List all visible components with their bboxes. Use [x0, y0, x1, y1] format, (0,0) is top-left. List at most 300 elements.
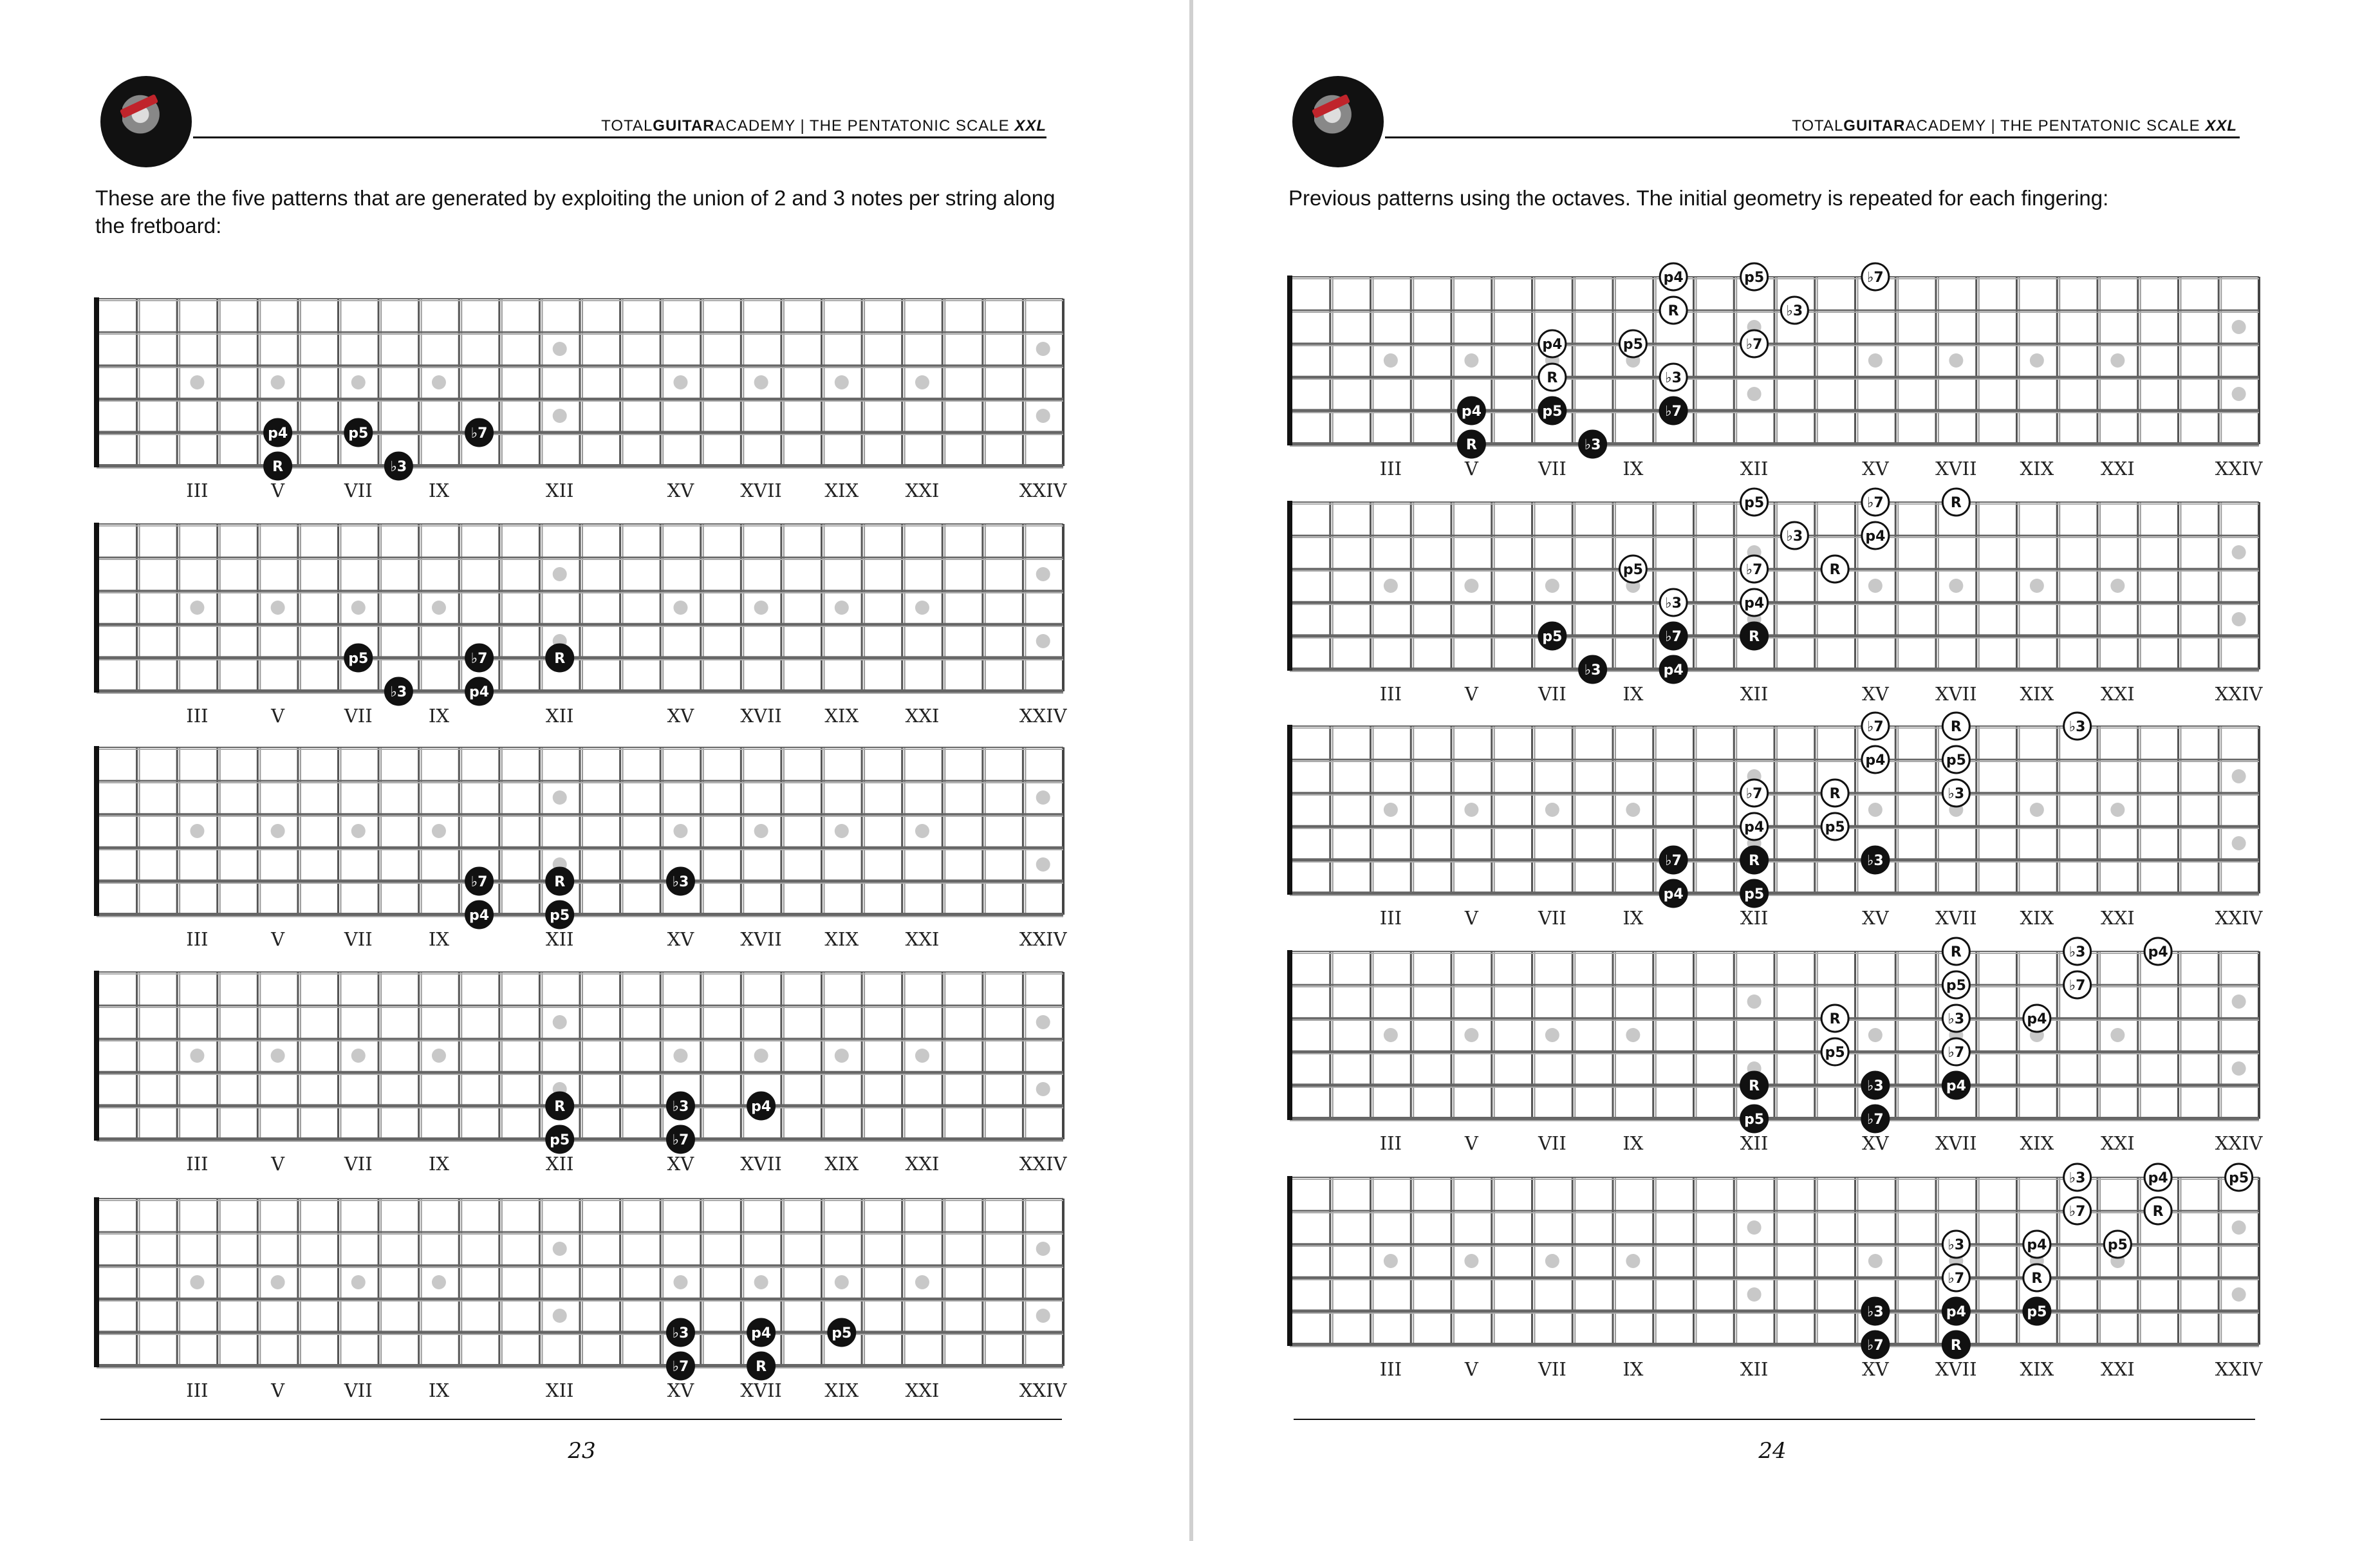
note-marker [2144, 1164, 2171, 1191]
note-label: p4 [1461, 404, 1482, 420]
fret-label: XII [545, 1379, 574, 1401]
note-marker [1942, 1038, 1969, 1065]
note-marker [1821, 813, 1848, 840]
fret-label: III [186, 705, 209, 727]
fret-label: III [186, 1379, 209, 1401]
fret-label: III [186, 480, 209, 501]
header-separator: | [800, 117, 805, 135]
note-label: ♭7 [1665, 404, 1682, 420]
fret-marker-dot [2110, 803, 2124, 817]
fret-label: XIX [824, 1153, 859, 1175]
note-label: p5 [1622, 337, 1643, 353]
note-marker [466, 644, 493, 671]
brand-total: TOTAL [601, 117, 653, 135]
fret-label: V [1464, 907, 1478, 929]
fretboard-grid [94, 1197, 1063, 1368]
nut [1287, 1176, 1292, 1346]
fret-label: V [271, 1379, 285, 1401]
note-label: p4 [1663, 662, 1684, 678]
fret-label: V [271, 480, 285, 501]
fret-label: III [186, 928, 209, 950]
fret-marker-dot [553, 1015, 567, 1029]
fret-marker-dot [1464, 1254, 1478, 1268]
note-marker [1942, 971, 1969, 998]
fret-marker-dot [1384, 353, 1398, 368]
note-marker [667, 1352, 694, 1379]
fret-label: XXIV [2215, 1358, 2263, 1380]
note-label: p4 [469, 908, 490, 924]
note-label: p5 [2229, 1170, 2249, 1186]
note-label: ♭7 [2069, 978, 2086, 994]
note-label: ♭7 [1665, 629, 1682, 645]
brand-total: TOTAL [1792, 117, 1844, 135]
note-marker [1660, 397, 1687, 424]
note-marker [546, 1092, 573, 1119]
note-label: ♭7 [1867, 1338, 1884, 1354]
fretboard-diagram-3 [94, 745, 1066, 951]
note-label: R [272, 459, 284, 475]
fret-label: XV [1862, 683, 1889, 705]
fret-marker-dot [351, 824, 366, 838]
fretboard-diagram-2 [94, 521, 1066, 727]
brand-guitar: GUITAR [653, 117, 715, 135]
fret-marker-dot [1036, 409, 1050, 423]
note-marker [1741, 846, 1768, 873]
note-marker [1862, 1105, 1889, 1132]
fret-label: XXI [2101, 1132, 2135, 1154]
fret-label: VII [1538, 907, 1567, 929]
note-marker [1741, 263, 1768, 290]
fret-marker-dot [432, 824, 446, 838]
fret-label: VII [1538, 1358, 1567, 1380]
note-label: p4 [2027, 1237, 2047, 1253]
note-label: p5 [832, 1325, 852, 1341]
header-rule [1385, 136, 2240, 138]
fret-marker-dot [2232, 1220, 2246, 1235]
fret-marker-dot [754, 1049, 768, 1063]
fret-marker-dot [835, 1049, 849, 1063]
fretboard-diagram-4 [94, 969, 1066, 1175]
note-label: p5 [348, 425, 369, 442]
fret-label: XXIV [1019, 705, 1067, 727]
fret-marker-dot [1868, 353, 1883, 368]
fret-marker-dot [1949, 579, 1963, 593]
note-marker [1942, 1231, 1969, 1258]
nut [94, 297, 99, 467]
note-marker [1458, 397, 1485, 424]
note-label: p4 [1865, 528, 1886, 545]
note-label: R [1829, 786, 1841, 802]
note-marker [1862, 713, 1889, 740]
fretboard-diagram-1 [94, 296, 1066, 502]
note-label: p4 [1744, 819, 1765, 836]
fret-marker-dot [2232, 1061, 2246, 1076]
fret-label: IX [428, 705, 450, 727]
note-label: p5 [2107, 1237, 2128, 1253]
note-label: p4 [2148, 944, 2168, 960]
fret-label: III [1379, 907, 1402, 929]
note-marker [546, 1126, 573, 1153]
note-marker [1942, 1264, 1969, 1291]
note-label: ♭7 [470, 425, 488, 442]
fret-marker-dot [432, 601, 446, 615]
note-label: ♭7 [1745, 562, 1763, 578]
fret-label: IX [428, 1153, 450, 1175]
fret-label: XII [545, 1153, 574, 1175]
fret-marker-dot [2110, 579, 2124, 593]
note-marker [1741, 1072, 1768, 1099]
note-marker [1942, 1005, 1969, 1032]
fret-label: XXI [905, 928, 940, 950]
note-label: p5 [1946, 752, 1966, 769]
intro-text: Previous patterns using the octaves. The initial geometry is repeated for each fingering: [1288, 186, 2109, 210]
note-marker [667, 1319, 694, 1346]
page-24 [1193, 0, 2380, 1541]
fret-label: IX [1622, 458, 1644, 480]
fret-label: XII [545, 705, 574, 727]
fret-marker-dot [915, 601, 929, 615]
note-label: p4 [2148, 1170, 2168, 1186]
fret-marker-dot [1464, 803, 1478, 817]
fret-label: VII [1538, 458, 1567, 480]
fretboard-grid [1287, 1176, 2259, 1347]
fret-label: XV [667, 1379, 694, 1401]
fret-marker-dot [1868, 1028, 1883, 1042]
header-title-mark: XXL [2205, 117, 2237, 135]
note-marker [1862, 522, 1889, 549]
fret-marker-dot [351, 601, 366, 615]
note-marker [748, 1092, 775, 1119]
fret-label: XXIV [2215, 458, 2263, 480]
header-rule [193, 136, 1046, 138]
note-marker [1781, 297, 1808, 324]
fret-marker-dot [1384, 579, 1398, 593]
fret-label: XXI [905, 1379, 940, 1401]
note-label: ♭7 [1867, 495, 1884, 511]
note-marker [1741, 330, 1768, 357]
note-label: p5 [550, 908, 570, 924]
fret-label: XVII [1935, 1358, 1977, 1380]
note-marker [2064, 971, 2091, 998]
fret-marker-dot [553, 409, 567, 423]
note-label: p5 [348, 651, 369, 667]
header-separator: | [1991, 117, 1996, 135]
note-label: ♭7 [470, 874, 488, 890]
note-marker [2104, 1231, 2131, 1258]
note-label: ♭3 [2069, 1170, 2086, 1186]
fretboard-grid [94, 297, 1063, 468]
note-marker [1741, 880, 1768, 907]
fret-marker-dot [1464, 579, 1478, 593]
note-label: R [1950, 1338, 1962, 1354]
note-marker [1741, 813, 1768, 840]
note-marker [466, 901, 493, 928]
fret-label: VII [1538, 1132, 1567, 1154]
fret-marker-dot [673, 824, 687, 838]
fret-marker-dot [1545, 803, 1559, 817]
fret-label: XXI [2101, 683, 2135, 705]
fret-label: IX [1622, 1132, 1644, 1154]
note-marker [2064, 1164, 2091, 1191]
note-marker [1579, 656, 1606, 683]
fretboard-grid [1287, 950, 2259, 1121]
note-marker [265, 453, 292, 480]
note-label: ♭3 [1584, 662, 1601, 678]
note-marker [546, 901, 573, 928]
fret-marker-dot [835, 375, 849, 389]
fret-label: V [1464, 1358, 1478, 1380]
note-marker [748, 1352, 775, 1379]
fret-marker-dot [271, 1049, 285, 1063]
fret-marker-dot [673, 601, 687, 615]
note-label: R [2031, 1271, 2043, 1287]
fret-marker-dot [1036, 342, 1050, 356]
fretboard-octave-diagram-1 [1287, 257, 2263, 480]
note-marker [546, 644, 573, 671]
note-label: p5 [1744, 1112, 1765, 1128]
note-label: p4 [268, 425, 288, 442]
fret-label: XII [1740, 1358, 1769, 1380]
note-marker [1539, 330, 1566, 357]
note-label: R [1950, 944, 1962, 960]
fret-label: XXIV [2215, 907, 2263, 929]
fret-marker-dot [1036, 567, 1050, 581]
fret-marker-dot [835, 1275, 849, 1289]
fret-label: XXIV [1019, 480, 1067, 501]
fret-marker-dot [553, 790, 567, 805]
fretboard-octave-diagram-5 [1287, 1158, 2263, 1380]
fret-label: XVII [740, 1379, 782, 1401]
fret-marker-dot [754, 1275, 768, 1289]
note-marker [546, 868, 573, 895]
fret-marker-dot [271, 375, 285, 389]
fret-marker-dot [1545, 1254, 1559, 1268]
fret-label: III [1379, 458, 1402, 480]
fret-marker-dot [2232, 769, 2246, 783]
note-marker [2023, 1005, 2050, 1032]
note-label: p5 [1622, 562, 1643, 578]
note-marker [1821, 1038, 1848, 1065]
note-marker [1741, 556, 1768, 583]
fret-label: XVII [740, 480, 782, 501]
header-title: THE PENTATONIC SCALE [809, 117, 1010, 135]
fret-label: XV [667, 928, 694, 950]
fret-label: VII [344, 928, 373, 950]
note-marker [2064, 1197, 2091, 1224]
nut [1287, 501, 1292, 671]
fret-marker-dot [271, 824, 285, 838]
fret-marker-dot [1036, 1242, 1050, 1256]
note-label: R [756, 1359, 767, 1375]
note-label: ♭7 [1665, 853, 1682, 869]
note-label: ♭3 [1665, 595, 1682, 612]
fret-label: III [1379, 1358, 1402, 1380]
note-label: R [1749, 629, 1760, 645]
note-marker [1942, 713, 1969, 740]
fret-label: XXI [905, 480, 940, 501]
note-label: p4 [1542, 337, 1563, 353]
note-label: ♭3 [1665, 370, 1682, 386]
fret-marker-dot [915, 824, 929, 838]
note-marker [1862, 1298, 1889, 1325]
fret-label: VII [344, 705, 373, 727]
fret-marker-dot [1868, 803, 1883, 817]
fret-label: IX [1622, 907, 1644, 929]
note-label: R [1668, 303, 1679, 319]
note-marker [1821, 556, 1848, 583]
fretboard-grid [94, 523, 1063, 693]
fretboard-grid [94, 971, 1063, 1141]
fret-marker-dot [190, 375, 204, 389]
note-marker [1458, 431, 1485, 458]
fret-label: XXIV [1019, 1153, 1067, 1175]
note-marker [1539, 397, 1566, 424]
note-label: ♭3 [672, 874, 689, 890]
fret-label: XXI [2101, 458, 2135, 480]
brand-academy: ACADEMY [1905, 117, 1986, 135]
fret-marker-dot [2232, 320, 2246, 334]
fret-label: VII [344, 480, 373, 501]
fretboard-octave-diagram-3 [1287, 707, 2263, 929]
fret-label: XV [667, 1153, 694, 1175]
note-marker [1942, 938, 1969, 965]
fret-label: V [1464, 683, 1478, 705]
fret-marker-dot [1036, 790, 1050, 805]
fret-marker-dot [1384, 1028, 1398, 1042]
fret-label: XXIV [1019, 1379, 1067, 1401]
note-label: ♭3 [672, 1099, 689, 1115]
fret-marker-dot [1464, 353, 1478, 368]
note-label: ♭7 [2069, 1204, 2086, 1220]
note-label: ♭7 [470, 651, 488, 667]
note-marker [828, 1319, 855, 1346]
note-label: ♭7 [1745, 786, 1763, 802]
fret-marker-dot [2110, 353, 2124, 368]
note-marker [385, 453, 412, 480]
fret-label: XV [1862, 458, 1889, 480]
note-marker [385, 678, 412, 705]
fret-marker-dot [673, 1275, 687, 1289]
fret-marker-dot [1747, 387, 1762, 401]
note-label: p5 [1825, 1045, 1845, 1061]
note-label: R [1829, 1011, 1841, 1027]
fret-marker-dot [2030, 803, 2044, 817]
fret-label: XXIV [1019, 928, 1067, 950]
fret-label: XV [667, 705, 694, 727]
note-label: ♭7 [1948, 1045, 1965, 1061]
fret-marker-dot [754, 601, 768, 615]
note-marker [1741, 589, 1768, 616]
note-marker [2023, 1264, 2050, 1291]
note-marker [1862, 1072, 1889, 1099]
nut [1287, 276, 1292, 445]
note-marker [2226, 1164, 2253, 1191]
note-label: p5 [1744, 886, 1765, 902]
note-marker [1660, 622, 1687, 649]
note-label: R [554, 651, 566, 667]
fret-marker-dot [1747, 995, 1762, 1009]
note-marker [1660, 846, 1687, 873]
fret-marker-dot [754, 375, 768, 389]
fret-label: XXI [2101, 907, 2135, 929]
note-marker [667, 1092, 694, 1119]
fret-label: XXI [2101, 1358, 2135, 1380]
fret-marker-dot [915, 1275, 929, 1289]
note-label: ♭7 [672, 1132, 689, 1148]
fret-marker-dot [1545, 579, 1559, 593]
fret-label: XII [545, 928, 574, 950]
fret-label: XIX [824, 1379, 859, 1401]
note-marker [1660, 263, 1687, 290]
note-marker [1741, 622, 1768, 649]
note-label: p4 [751, 1099, 772, 1115]
fretboard-grid [1287, 276, 2259, 446]
fret-marker-dot [673, 375, 687, 389]
fret-marker-dot [2110, 1028, 2124, 1042]
fret-marker-dot [835, 824, 849, 838]
fret-label: IX [1622, 683, 1644, 705]
note-label: R [1829, 562, 1841, 578]
note-label: R [1950, 495, 1962, 511]
fret-marker-dot [190, 1275, 204, 1289]
note-label: p4 [1946, 1304, 1966, 1320]
note-marker [1741, 1105, 1768, 1132]
note-marker [466, 419, 493, 446]
note-marker [1862, 1331, 1889, 1358]
fret-marker-dot [271, 1275, 285, 1289]
fret-marker-dot [2232, 612, 2246, 626]
footer-rule [100, 1419, 1062, 1420]
note-label: R [1950, 719, 1962, 735]
fret-marker-dot [1868, 579, 1883, 593]
fret-marker-dot [190, 824, 204, 838]
note-label: p5 [1825, 819, 1845, 836]
fret-label: XVII [1935, 458, 1977, 480]
fret-marker-dot [2232, 545, 2246, 559]
fret-marker-dot [2232, 1287, 2246, 1302]
note-marker [345, 644, 372, 671]
note-label: p4 [1663, 886, 1684, 902]
fret-marker-dot [1384, 803, 1398, 817]
note-label: p4 [469, 684, 490, 700]
note-label: R [1749, 853, 1760, 869]
fret-label: XVII [1935, 907, 1977, 929]
fret-marker-dot [553, 1242, 567, 1256]
header-title-mark: XXL [1014, 117, 1046, 135]
page-number: 24 [1758, 1438, 1787, 1464]
fret-label: XIX [2020, 683, 2054, 705]
fret-label: V [271, 928, 285, 950]
fret-marker-dot [190, 601, 204, 615]
fret-marker-dot [432, 1275, 446, 1289]
note-label: R [1547, 370, 1558, 386]
note-marker [2023, 1231, 2050, 1258]
fret-marker-dot [1464, 1028, 1478, 1042]
nut [94, 971, 99, 1141]
fret-label: III [186, 1153, 209, 1175]
note-label: R [554, 1099, 566, 1115]
note-marker [1619, 556, 1646, 583]
note-marker [1942, 746, 1969, 773]
nut [94, 523, 99, 693]
fret-label: XIX [2020, 907, 2054, 929]
note-marker [667, 1126, 694, 1153]
fret-label: XV [1862, 907, 1889, 929]
note-marker [2064, 713, 2091, 740]
note-marker [2144, 938, 2171, 965]
note-label: p4 [751, 1325, 772, 1341]
note-marker [1862, 263, 1889, 290]
